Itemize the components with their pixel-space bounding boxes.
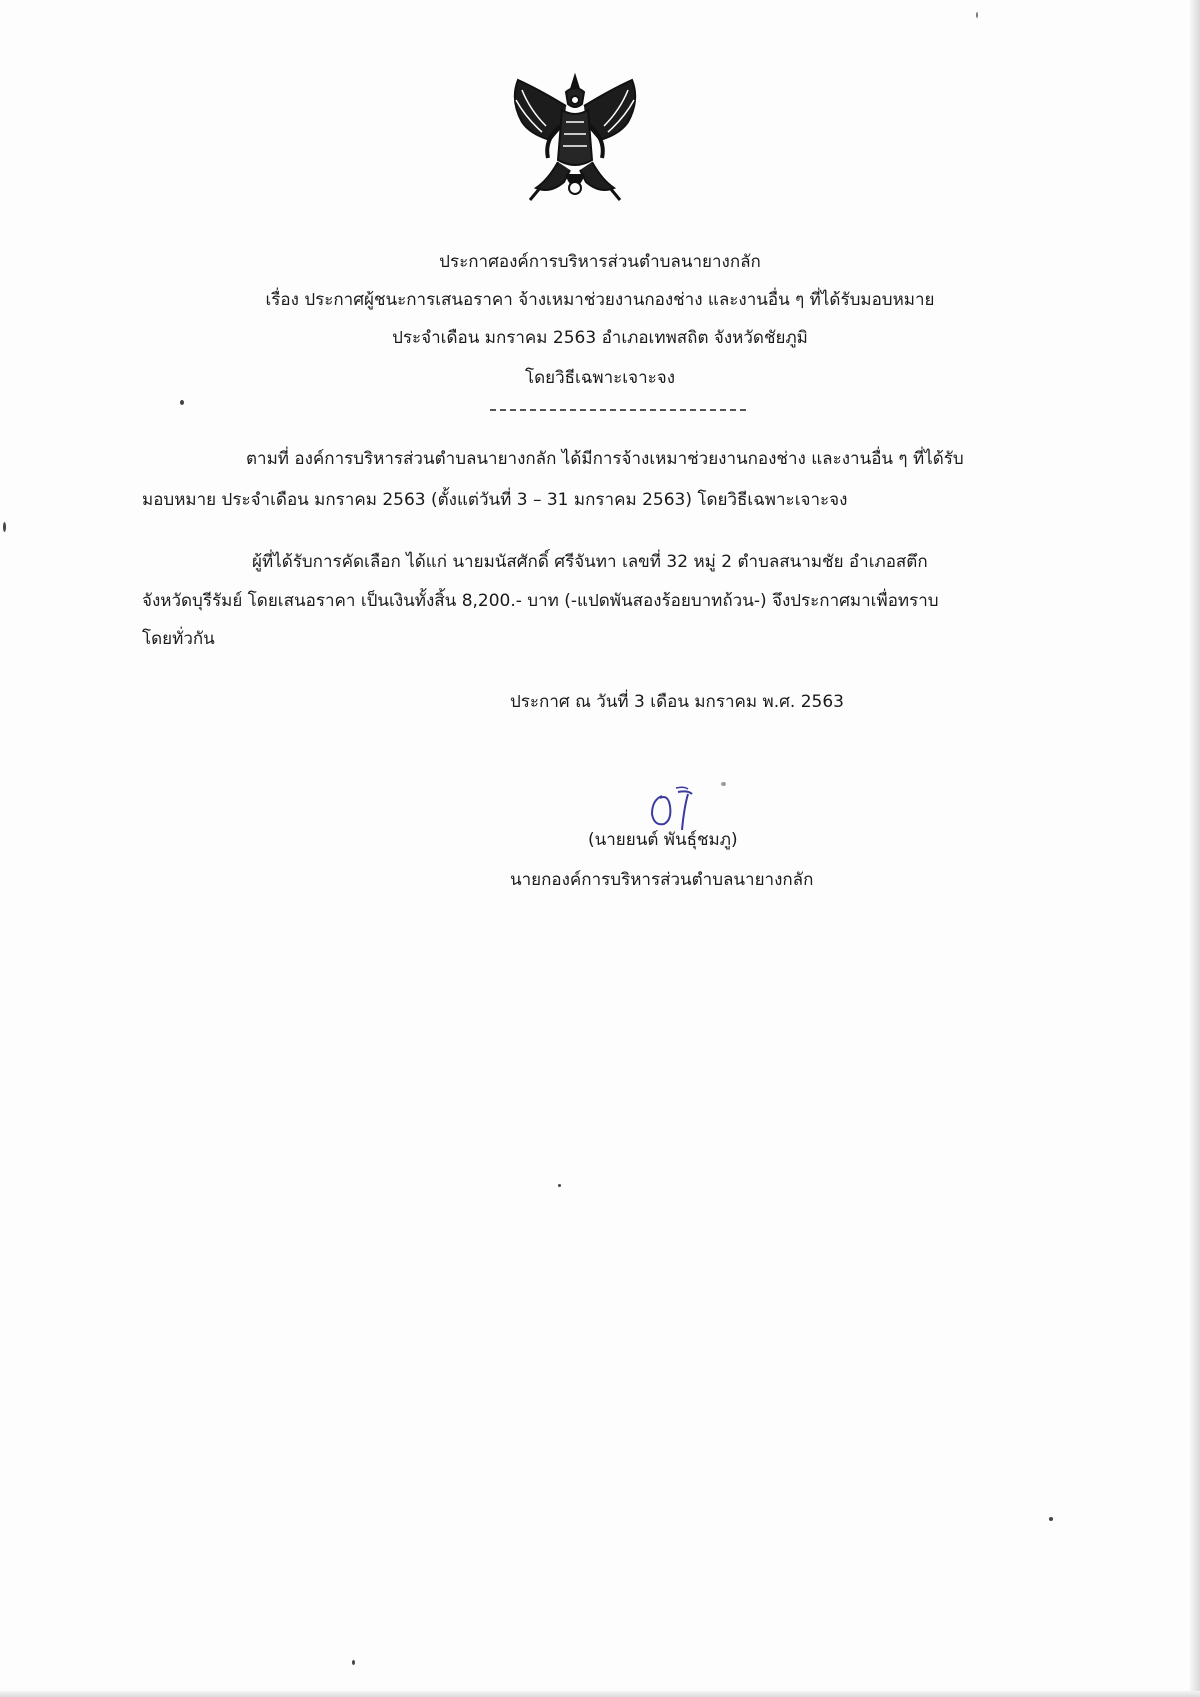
scan-speck	[558, 1184, 561, 1187]
paragraph-1-line-1: ตามที่ องค์การบริหารส่วนตำบลนายางกลัก ได้มีการจ้างเหมาช่วยงานกองช่าง และงานอื่น ๆ ที่ได้รับ	[246, 449, 964, 469]
scan-speck	[3, 522, 6, 532]
handwritten-signature	[648, 786, 708, 834]
paragraph-1-line-2: มอบหมาย ประจำเดือน มกราคม 2563 (ตั้งแต่วันที่ 3 – 31 มกราคม 2563) โดยวิธีเฉพาะเจาะจง	[142, 490, 848, 510]
scan-edge-right	[1190, 0, 1200, 1697]
paragraph-2-line-3: โดยทั่วกัน	[142, 629, 215, 649]
announcement-date: ประกาศ ณ วันที่ 3 เดือน มกราคม พ.ศ. 2563	[510, 692, 844, 712]
scan-speck	[352, 1660, 355, 1665]
scan-speck	[976, 12, 978, 18]
signatory-name: (นายยนต์ พันธุ์ชมภู)	[588, 830, 738, 850]
issuer-heading: ประกาศองค์การบริหารส่วนตำบลนายางกลัก	[439, 252, 761, 272]
scan-speck	[721, 782, 726, 786]
paragraph-2-line-1: ผู้ที่ได้รับการคัดเลือก ได้แก่ นายมนัสศักดิ์ ศรีจันทา เลขที่ 32 หมู่ 2 ตำบลสนามชัย อำเภอสตึก	[252, 552, 928, 572]
method-line: โดยวิธีเฉพาะเจาะจง	[524, 368, 676, 388]
garuda-emblem-icon	[500, 70, 650, 210]
scan-edge-bottom	[0, 1691, 1200, 1697]
header-divider	[490, 409, 746, 411]
scan-speck	[1049, 1517, 1053, 1521]
paragraph-2-line-2: จังหวัดบุรีรัมย์ โดยเสนอราคา เป็นเงินทั้งสิ้น 8,200.- บาท (-แปดพันสองร้อยบาทถ้วน-) จึงประกาศมาเพื่อทราบ	[142, 591, 939, 611]
scan-speck	[180, 400, 184, 405]
period-line: ประจำเดือน มกราคม 2563 อำเภอเทพสถิต จังหวัดชัยภูมิ	[392, 328, 808, 348]
signatory-title: นายกองค์การบริหารส่วนตำบลนายางกลัก	[510, 870, 814, 890]
subject-line: เรื่อง ประกาศผู้ชนะการเสนอราคา จ้างเหมาช่วยงานกองช่าง และงานอื่น ๆ ที่ได้รับมอบหมาย	[265, 290, 935, 310]
